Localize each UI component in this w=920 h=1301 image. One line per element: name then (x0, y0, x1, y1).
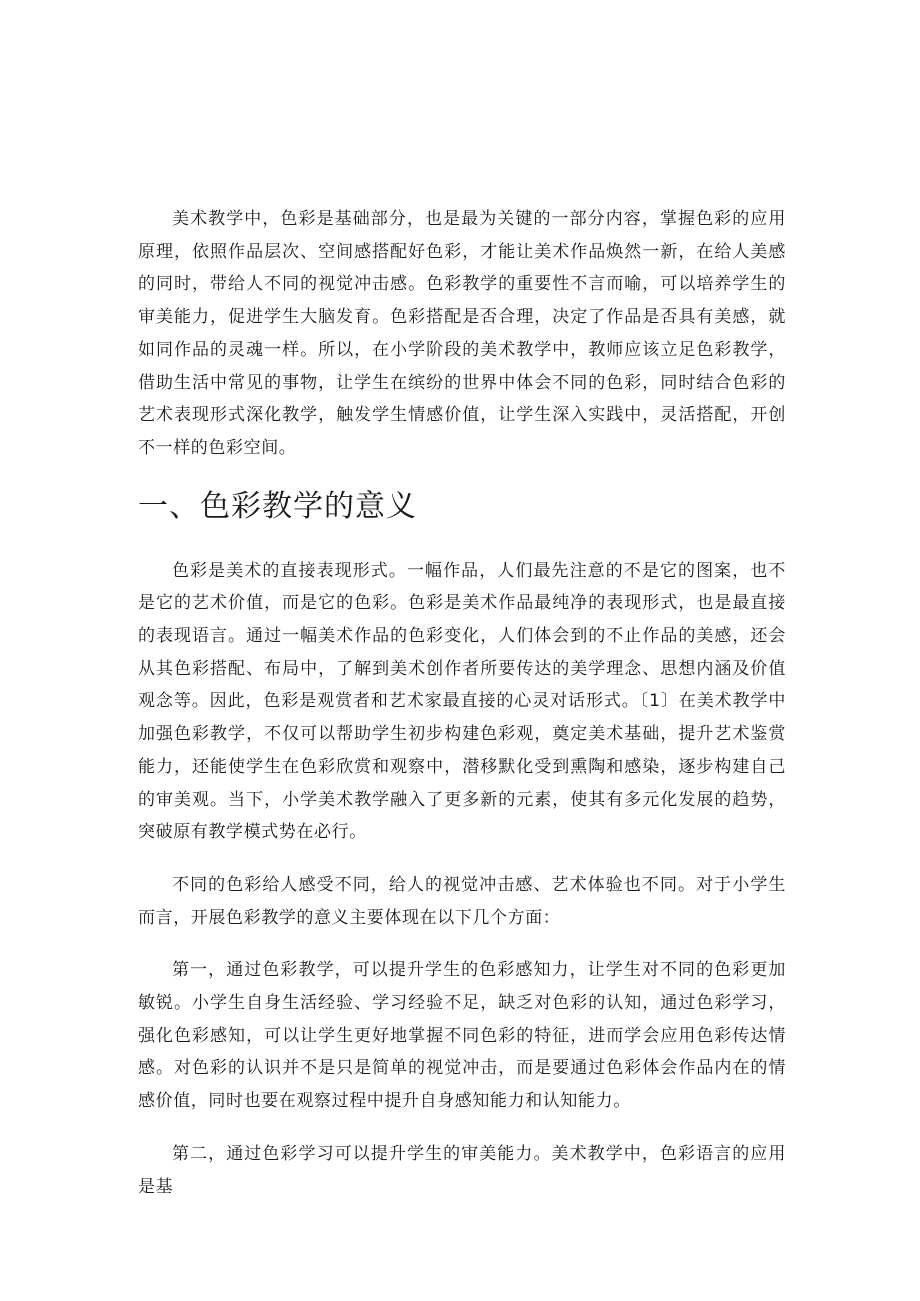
body-paragraph-first-point: 第一，通过色彩教学，可以提升学生的色彩感知力，让学生对不同的色彩更加敏锐。小学生自身生活经验、学习经验不足，缺乏对色彩的认知，通过色彩学习，强化色彩感知，可以让学生更好地掌握不同色彩的特征，进而学会应用色彩传达情感。对色彩的认识并不是只是简单的视觉冲击，而是要通过色彩体会作品内在的情感价值，同时也要在观察过程中提升自身感知能力和认知能力。 (138, 960, 786, 1112)
body-paragraph-second-point: 第二，通过色彩学习可以提升学生的审美能力。美术教学中，色彩语言的应用是基 (138, 1143, 786, 1197)
citation-marker: 〔1〕 (639, 691, 679, 712)
paragraph-text: 在美术教学中加强色彩教学，不仅可以帮助学生初步构建色彩观，奠定美术基础，提升艺术鉴赏能力，还能使学生在色彩欣赏和观察中，潜移默化受到熏陶和感染，逐步构建自己的审美观。当下，小学美术教学融入了更多新的元素，使其有多元化发展的趋势，突破原有教学模式势在必行。 (138, 691, 786, 843)
section-heading: 一、色彩教学的意义 (138, 488, 417, 524)
paragraph-text: 色彩是美术的直接表现形式。一幅作品，人们最先注意的不是它的图案，也不是它的艺术价值，而是它的色彩。色彩是美术作品最纯净的表现形式，也是最直接的表现语言。通过一幅美术作品的色彩变化，人们体会到的不止作品的美感，还会从其色彩搭配、布局中，了解到美术创作者所要传达的美学理念、思想内涵及价值观念等。因此，色彩是观赏者和艺术家最直接的心灵对话形式。 (138, 560, 786, 712)
body-paragraph-color-expression (138, 555, 786, 849)
body-paragraph-significance-intro: 不同的色彩给人感受不同，给人的视觉冲击感、艺术体验也不同。对于小学生而言，开展色彩教学的意义主要体现在以下几个方面： (138, 874, 786, 928)
intro-paragraph: 美术教学中，色彩是基础部分，也是最为关键的一部分内容，掌握色彩的应用原理，依照作品层次、空间感搭配好色彩，才能让美术作品焕然一新，在给人美感的同时，带给人不同的视觉冲击感。色彩教学的重要性不言而喻，可以培养学生的审美能力，促进学生大脑发育。色彩搭配是否合理，决定了作品是否具有美感，就如同作品的灵魂一样。所以，在小学阶段的美术教学中，教师应该立足色彩教学，借助生活中常见的事物，让学生在缤纷的世界中体会不同的色彩，同时结合色彩的艺术表现形式深化教学，触发学生情感价值，让学生深入实践中，灵活搭配，开创不一样的色彩空间。 (138, 209, 786, 458)
document-page (138, 203, 786, 1203)
